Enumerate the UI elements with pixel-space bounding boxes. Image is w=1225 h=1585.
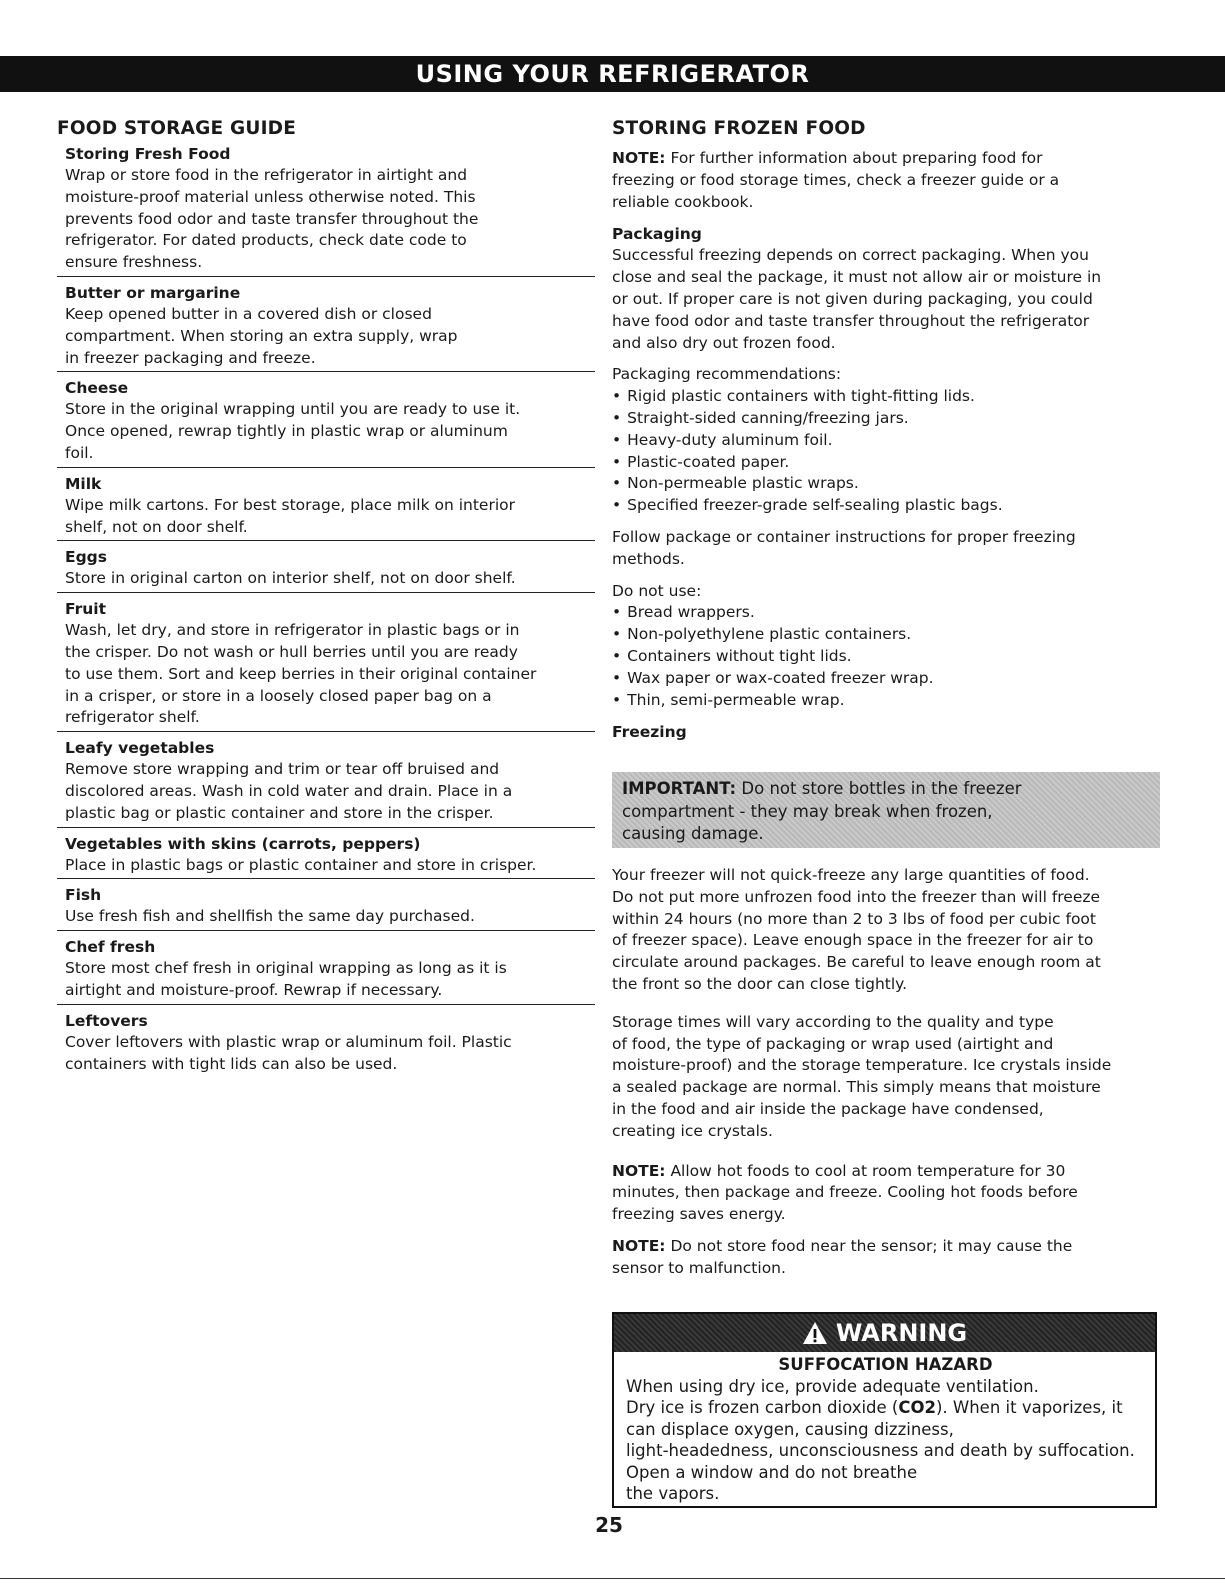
food-storage-guide-column [57, 116, 595, 1075]
section-title: Fish [65, 886, 102, 905]
text-line: plastic bag or plastic container and store in the crisper. [65, 803, 494, 822]
storage-section [57, 283, 595, 369]
text-line: Store in the original wrapping until you are ready to use it. [65, 400, 521, 419]
storage-section [57, 834, 595, 877]
text-line: Keep opened butter in a covered dish or closed [65, 304, 432, 323]
page-number: 25 [595, 1513, 623, 1537]
section-divider [57, 371, 595, 372]
list-item: • Non-polyethylene plastic containers. [612, 624, 1160, 646]
list-item: • Non-permeable plastic wraps. [612, 473, 1160, 495]
storage-sections [57, 144, 595, 1075]
text-line: within 24 hours (no more than 2 to 3 lbs of food per cubic foot [612, 909, 1096, 928]
section-body [65, 495, 595, 539]
section-divider [57, 467, 595, 468]
storage-section [57, 474, 595, 539]
text-line: in freezer packaging and freeze. [65, 348, 316, 367]
text-line: Wash, let dry, and store in refrigerator in plastic bags or in [65, 621, 520, 640]
storage-section [57, 378, 595, 464]
list-item: • Heavy-duty aluminum foil. [612, 430, 1160, 452]
text-line: Place in plastic bags or plastic container and store in crisper. [65, 855, 537, 874]
freezer-capacity-text [612, 865, 1160, 996]
text-line: or out. If proper care is not given during packaging, you could [612, 289, 1093, 308]
section-title: Fruit [65, 600, 106, 619]
do-not-use-list [612, 602, 1160, 711]
section-divider [57, 540, 595, 541]
section-title: Milk [65, 474, 102, 493]
section-body [65, 855, 595, 877]
warning-title: WARNING [835, 1319, 968, 1347]
suffocation-hazard-heading: SUFFOCATION HAZARD [778, 1355, 993, 1374]
text-line: Remove store wrapping and trim or tear off bruised and [65, 760, 500, 779]
text-line: and also dry out frozen food. [612, 333, 836, 352]
text-line: sensor to malfunction. [612, 1258, 786, 1277]
text-line: reliable cookbook. [612, 192, 754, 211]
storage-section [57, 885, 595, 928]
text-line: Wipe milk cartons. For best storage, place milk on interior [65, 495, 516, 514]
section-title: Vegetables with skins (carrots, peppers) [65, 834, 421, 853]
section-divider [57, 1004, 595, 1005]
warning-box [612, 1312, 1157, 1508]
storage-section [57, 547, 595, 590]
food-storage-guide-heading: FOOD STORAGE GUIDE [57, 118, 297, 139]
storage-section [57, 1011, 595, 1076]
follow-instructions-text [612, 527, 1160, 571]
list-item: • Wax paper or wax-coated freezer wrap. [612, 668, 1160, 690]
bottom-rule [0, 1578, 1225, 1579]
packaging-text [612, 245, 1160, 354]
list-item: • Containers without tight lids. [612, 646, 1160, 668]
text-line: foil. [65, 443, 94, 462]
storage-section [57, 599, 595, 729]
list-item: • Specified freezer-grade self-sealing plastic bags. [612, 495, 1160, 517]
text-line: close and seal the package, it must not allow air or moisture in [612, 268, 1102, 287]
text-line: Successful freezing depends on correct packaging. When you [612, 246, 1089, 265]
note-further-info: NOTE: For further information about preparing food for freezing or food storage times, check a freezer guide or a reliable cookbook. [612, 149, 1060, 211]
section-title: Storing Fresh Food [65, 145, 231, 163]
important-callout: IMPORTANT: Do not store bottles in the freezer compartment - they may break when frozen, causing damage. [612, 772, 1160, 848]
text-line: light-headedness, unconsciousness and death by suffocation. [626, 1441, 1135, 1460]
list-item: • Bread wrappers. [612, 602, 1160, 624]
section-body [65, 304, 595, 369]
text-line: moisture-proof material unless otherwise noted. This [65, 187, 476, 206]
storage-times-text [612, 1012, 1160, 1143]
text-line: can displace oxygen, causing dizziness, [626, 1419, 954, 1439]
text-line: freezing or food storage times, check a freezer guide or a [612, 170, 1060, 189]
text-line: Open a window and do not breathe [626, 1462, 918, 1482]
text-line: causing damage. [622, 824, 764, 843]
storing-frozen-food-column [612, 116, 1160, 743]
list-item: • Rigid plastic containers with tight-fitting lids. [612, 386, 1160, 408]
section-title: Eggs [65, 548, 108, 567]
section-divider [57, 276, 595, 277]
section-body [65, 906, 595, 928]
section-divider [57, 731, 595, 732]
text-line: the vapors. [626, 1484, 720, 1503]
text-line: containers with tight lids can also be used. [65, 1054, 398, 1073]
text-line: Do not store bottles in the freezer [741, 779, 1022, 798]
packaging-recommendations-list [612, 386, 1160, 517]
text-line: creating ice crystals. [612, 1121, 773, 1140]
text-line: in a crisper, or store in a loosely closed paper bag on a [65, 686, 492, 705]
text-line: refrigerator shelf. [65, 708, 200, 727]
section-title: Cheese [65, 379, 129, 398]
note-sensor: NOTE: Do not store food near the sensor; it may cause the sensor to malfunction. [612, 1236, 1073, 1277]
warning-header [614, 1314, 1155, 1352]
warning-line-dry-ice: Dry ice is frozen carbon dioxide (CO2). When it vaporizes, it [626, 1398, 1123, 1417]
note-hot-foods: NOTE: Allow hot foods to cool at room temperature for 30 minutes, then package and freeze. Cooling hot foods before freezing saves energy. [612, 1161, 1078, 1224]
text-line: a sealed package are normal. This simply means that moisture [612, 1078, 1101, 1097]
section-body [65, 399, 595, 464]
section-body [65, 1032, 595, 1076]
section-divider [57, 878, 595, 879]
section-title: Butter or margarine [65, 283, 241, 302]
text-line: For further information about preparing food for [670, 149, 1043, 167]
text-line: minutes, then package and freeze. Cooling hot foods before [612, 1183, 1078, 1202]
storing-frozen-food-heading: STORING FROZEN FOOD [612, 118, 866, 139]
section-body [65, 958, 595, 1002]
section-body [65, 759, 595, 824]
text-line: Allow hot foods to cool at room temperature for 30 [670, 1161, 1066, 1180]
storage-section [57, 937, 595, 1002]
text-line: of freezer space). Leave enough space in the freezer for air to [612, 931, 1094, 950]
text-line: circulate around packages. Be careful to leave enough room at [612, 953, 1101, 972]
freezing-text-block [612, 865, 1160, 1280]
text-line: Your freezer will not quick-freeze any large quantities of food. [612, 866, 1090, 884]
text-line: Follow package or container instructions for proper freezing [612, 527, 1076, 546]
text-line: compartment. When storing an extra supply, wrap [65, 326, 458, 345]
page-banner: USING YOUR REFRIGERATOR [0, 56, 1225, 92]
text-line: refrigerator. For dated products, check date code to [65, 231, 467, 250]
text-line: freezing saves energy. [612, 1205, 786, 1224]
do-not-use-intro: Do not use: [612, 581, 702, 600]
section-title: Leafy vegetables [65, 739, 215, 758]
text-line: the front so the door can close tightly. [612, 974, 908, 993]
text-line: moisture-proof) and the storage temperature. Ice crystals inside [612, 1056, 1112, 1075]
storage-section [57, 144, 595, 274]
warning-line-ventilation: When using dry ice, provide adequate ventilation. [626, 1376, 1039, 1396]
section-divider [57, 592, 595, 593]
section-title: Chef fresh [65, 938, 156, 957]
freezing-heading: Freezing [612, 723, 687, 742]
text-line: Do not store food near the sensor; it may cause the [670, 1236, 1073, 1255]
storage-section [57, 738, 595, 824]
warning-remaining-lines [626, 1419, 1145, 1505]
text-line: have food odor and taste transfer throughout the refrigerator [612, 311, 1090, 330]
section-divider [57, 827, 595, 828]
section-body [65, 620, 595, 729]
text-line: to use them. Sort and keep berries in their original container [65, 664, 537, 683]
text-line: of food, the type of packaging or wrap used (airtight and [612, 1034, 1054, 1053]
text-line: airtight and moisture-proof. Rewrap if necessary. [65, 980, 443, 999]
text-line: prevents food odor and taste transfer throughout the [65, 209, 479, 228]
text-line: discolored areas. Wash in cold water and drain. Place in a [65, 781, 513, 800]
warning-triangle-icon [802, 1321, 828, 1345]
text-line: the crisper. Do not wash or hull berries until you are ready [65, 642, 518, 661]
list-item: • Straight-sided canning/freezing jars. [612, 408, 1160, 430]
text-line: methods. [612, 549, 685, 568]
text-line: ensure freshness. [65, 253, 203, 272]
packaging-heading: Packaging [612, 225, 702, 244]
warning-body [614, 1352, 1155, 1505]
text-line: Store most chef fresh in original wrapping as long as it is [65, 959, 507, 978]
list-item: • Plastic-coated paper. [612, 452, 1160, 474]
list-item: • Thin, semi-permeable wrap. [612, 690, 1160, 712]
text-line: Cover leftovers with plastic wrap or aluminum foil. Plastic [65, 1032, 512, 1051]
section-body [65, 165, 595, 274]
text-line: Storage times will vary according to the quality and type [612, 1012, 1054, 1031]
text-line: Do not put more unfrozen food into the freezer than will freeze [612, 887, 1101, 906]
packaging-recommendations-intro: Packaging recommendations: [612, 365, 842, 384]
text-line: Use fresh fish and shellfish the same day purchased. [65, 907, 475, 926]
text-line: Wrap or store food in the refrigerator in airtight and [65, 166, 468, 184]
section-divider [57, 930, 595, 931]
text-line: in the food and air inside the package have condensed, [612, 1099, 1044, 1118]
text-line: compartment - they may break when frozen, [622, 801, 993, 821]
text-line: Store in original carton on interior shelf, not on door shelf. [65, 569, 516, 588]
text-line: shelf, not on door shelf. [65, 517, 248, 536]
text-line: Once opened, rewrap tightly in plastic wrap or aluminum [65, 422, 508, 441]
section-body [65, 568, 595, 590]
section-title: Leftovers [65, 1011, 148, 1030]
